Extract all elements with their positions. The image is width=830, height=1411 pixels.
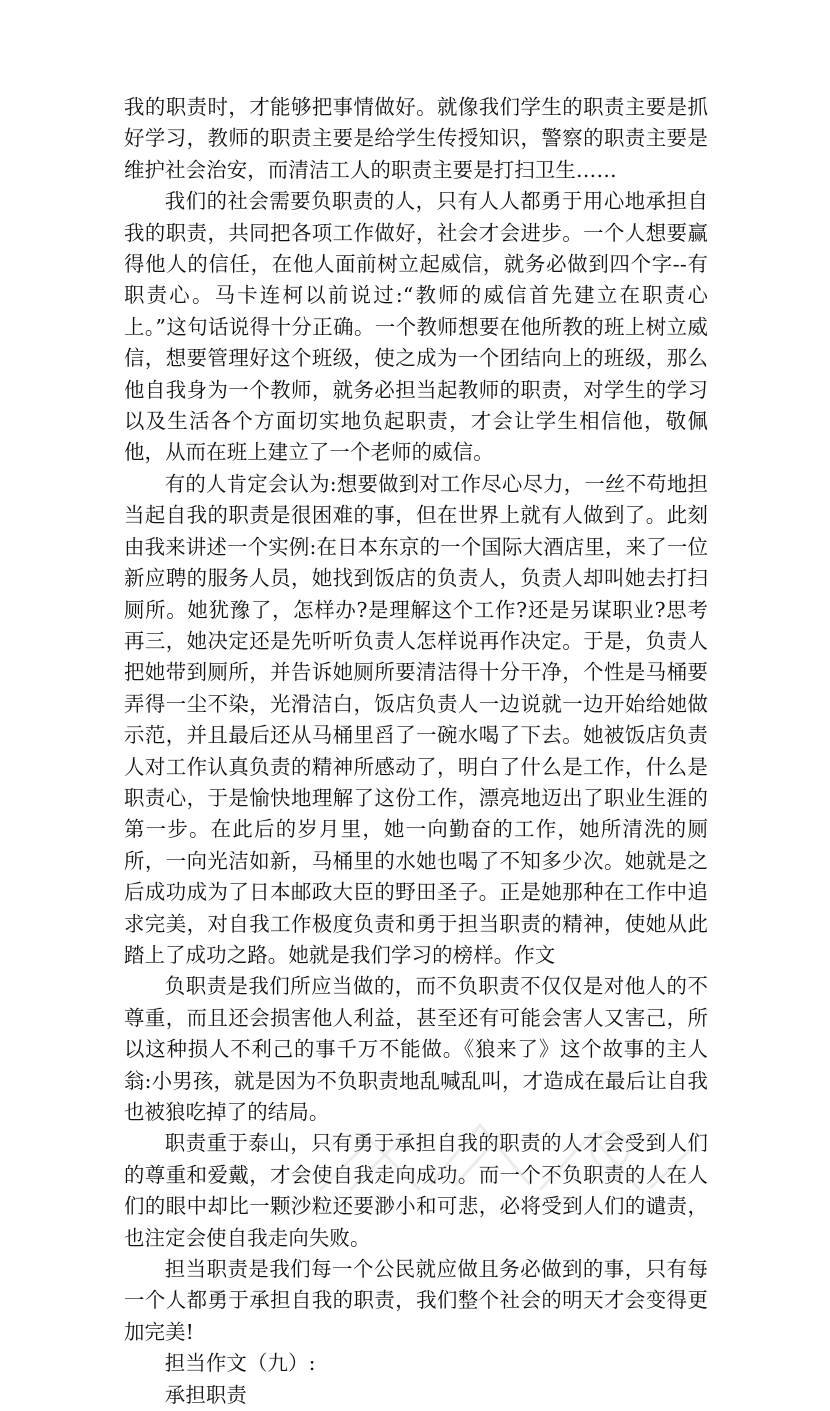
essay-body <box>124 92 708 1411</box>
paragraph-3: 有的人肯定会认为:想要做到对工作尽心尽力，一丝不苟地担当起自我的职责是很困难的事，但在世界上就有人做到了。此刻由我来讲述一个实例:在日本东京的一个国际大酒店里，来了一位新应聘的服务人员，她找到饭店的负责人，负责人却叫她去打扫厕所。她犹豫了，怎样办?是理解这个工作?还是另谋职业?思考再三，她决定还是先听听负责人怎样说再作决定。于是，负责人把她带到厕所，并告诉她厕所要清洁得十分干净，个性是马桶要弄得一尘不染，光滑洁白，饭店负责人一边说就一边开始给她做示范，并且最后还从马桶里舀了一碗水喝了下去。她被饭店负责人对工作认真负责的精神所感动了，明白了什么是工作，什么是职责心，于是愉快地理解了这份工作，漂亮地迈出了职业生涯的第一步。在此后的岁月里，她一向勤奋的工作，她所清洗的厕所，一向光洁如新，马桶里的水她也喝了不知多少次。她就是之后成功成为了日本邮政大臣的野田圣子。正是她那种在工作中追求完美，对自我工作极度负责和勇于担当职责的精神，使她从此踏上了成功之路。她就是我们学习的榜样。作文 <box>124 471 708 967</box>
section-heading: 担当作文（九）: <box>164 1351 316 1376</box>
paragraph-4: 负职责是我们所应当做的，而不负职责不仅仅是对他人的不尊重，而且还会损害他人利益，甚至还有可能会害人又害己，所以这种损人不利己的事千万不能做。《狼来了》这个故事的主人翁:小男孩，就是因为不负职责地乱喊乱叫，才造成在最后让自我也被狼吃掉了的结局。 <box>124 974 708 1124</box>
paragraph-6: 担当职责是我们每一个公民就应做且务必做到的事，只有每一个人都勇于承担自我的职责，我们整个社会的明天才会变得更加完美! <box>124 1257 708 1344</box>
paragraph-1: 我的职责时，才能够把事情做好。就像我们学生的职责主要是抓好学习，教师的职责主要是给学生传授知识，警察的职责主要是维护社会治安，而清洁工人的职责主要是打扫卫生…… <box>124 95 708 182</box>
paragraph-2: 我们的社会需要负职责的人，只有人人都勇于用心地承担自我的职责，共同把各项工作做好，社会才会进步。一个人想要赢得他人的信任，在他人面前树立起威信，就务必做到四个字--有职责心。马卡连柯以前说过:“教师的威信首先建立在职责心上。”这句话说得十分正确。一个教师想要在他所教的班上树立威信，想要管理好这个班级，使之成为一个团结向上的班级，那么他自我身为一个教师，就务必担当起教师的职责，对学生的学习以及生活各个方面切实地负起职责，才会让学生相信他，敬佩他，从而在班上建立了一个老师的威信。 <box>124 189 708 465</box>
paragraph-5: 职责重于泰山，只有勇于承担自我的职责的人才会受到人们的尊重和爱戴，才会使自我走向成功。而一个不负职责的人在人们的眼中却比一颗沙粒还要渺小和可悲，必将受到人们的谴责，也注定会使自我走向失败。 <box>124 1131 708 1250</box>
section-subheading: 承担职责 <box>164 1382 247 1407</box>
